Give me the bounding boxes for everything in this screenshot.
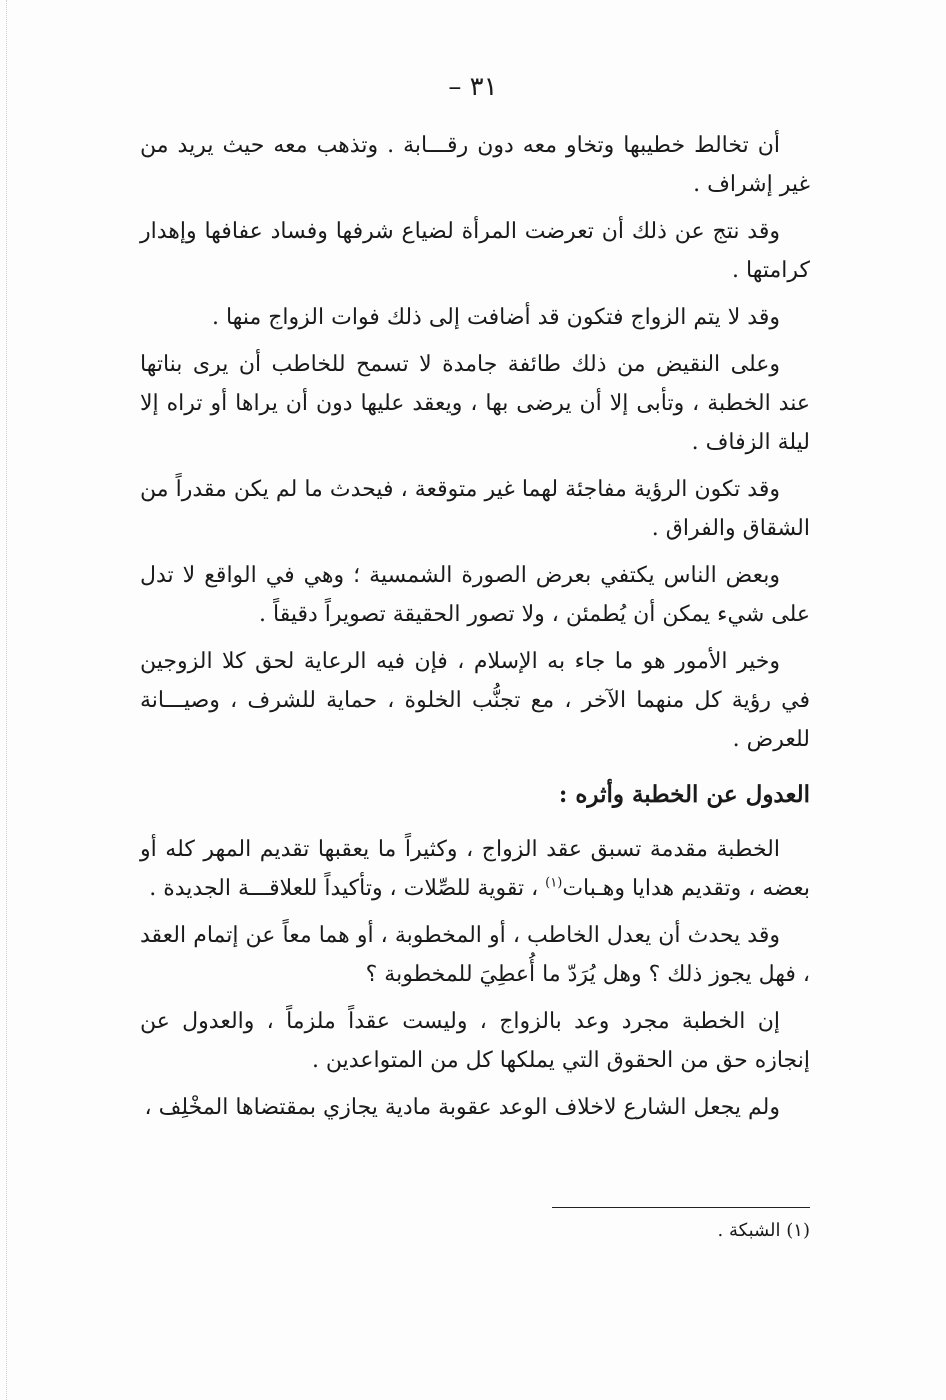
body-text [140,126,810,1135]
page-edge [6,0,7,1400]
paragraph: وقد يحدث أن يعدل الخاطب ، أو المخطوبة ، أو هما معاً عن إتمام العقد ، فهل يجوز ذلك ؟ وهل يُرَدّ ما أُعطِيَ للمخطوبة ؟ [140,923,810,987]
paragraph-text: الخطبة مقدمة تسبق عقد الزواج ، وكثيراً ما يعقبها تقديم المهر كله أو بعضه ، وتقديم هدايا وهـبات [140,837,810,901]
paragraph: أن تخالط خطيبها وتخاو معه دون رقـــابة . وتذهب معه حيث يريد من غير إشراف . [140,133,810,197]
footnote-marker: (١) [545,875,563,891]
page-number: ٣١ – [448,72,498,102]
footnote-divider [552,1207,810,1208]
footnote: (١) الشبكة . [717,1220,810,1241]
paragraph: وخير الأمور هو ما جاء به الإسلام ، فإن فيه الرعاية لحق كلا الزوجين في رؤية كل منهما الآخر ، مع تجنُّب الخلوة ، حماية للشرف ، وصيـــانة للعرض . [140,649,810,752]
paragraph: وقد لا يتم الزواج فتكون قد أضافت إلى ذلك فوات الزواج منها . [211,305,780,330]
section-heading: العدول عن الخطبة وأثره : [558,781,810,808]
paragraph: إن الخطبة مجرد وعد بالزواج ، وليست عقداً ملزماً ، والعدول عن إنجازه حق من الحقوق التي يملكها كل من المتواعدين . [140,1009,810,1073]
paragraph: وقد تكون الرؤية مفاجئة لهما غير متوقعة ، فيحدث ما لم يكن مقدراً من الشقاق والفراق . [140,477,810,541]
paragraph: ولم يجعل الشارع لاخلاف الوعد عقوبة مادية يجازي بمقتضاها المخْلِف ، [144,1095,780,1120]
paragraph [140,830,810,908]
paragraph: وعلى النقيض من ذلك طائفة جامدة لا تسمح للخاطب أن يرى بناتها عند الخطبة ، وتأبى إلا أن يرضى بها ، ويعقد عليها دون أن يراها أو تراه إلا ليلة الزفاف . [140,352,810,455]
paragraph-text: ، تقوية للصِّلات ، وتأكيداً للعلاقـــة الجديدة . [149,876,546,901]
paragraph: وقد نتج عن ذلك أن تعرضت المرأة لضياع شرفها وفساد عفافها وإهدار كرامتها . [140,219,810,283]
paragraph: وبعض الناس يكتفي بعرض الصورة الشمسية ؛ وهي في الواقع لا تدل على شيء يمكن أن يُطمئن ، ولا تصور الحقيقة تصويراً دقيقاً . [140,563,810,627]
